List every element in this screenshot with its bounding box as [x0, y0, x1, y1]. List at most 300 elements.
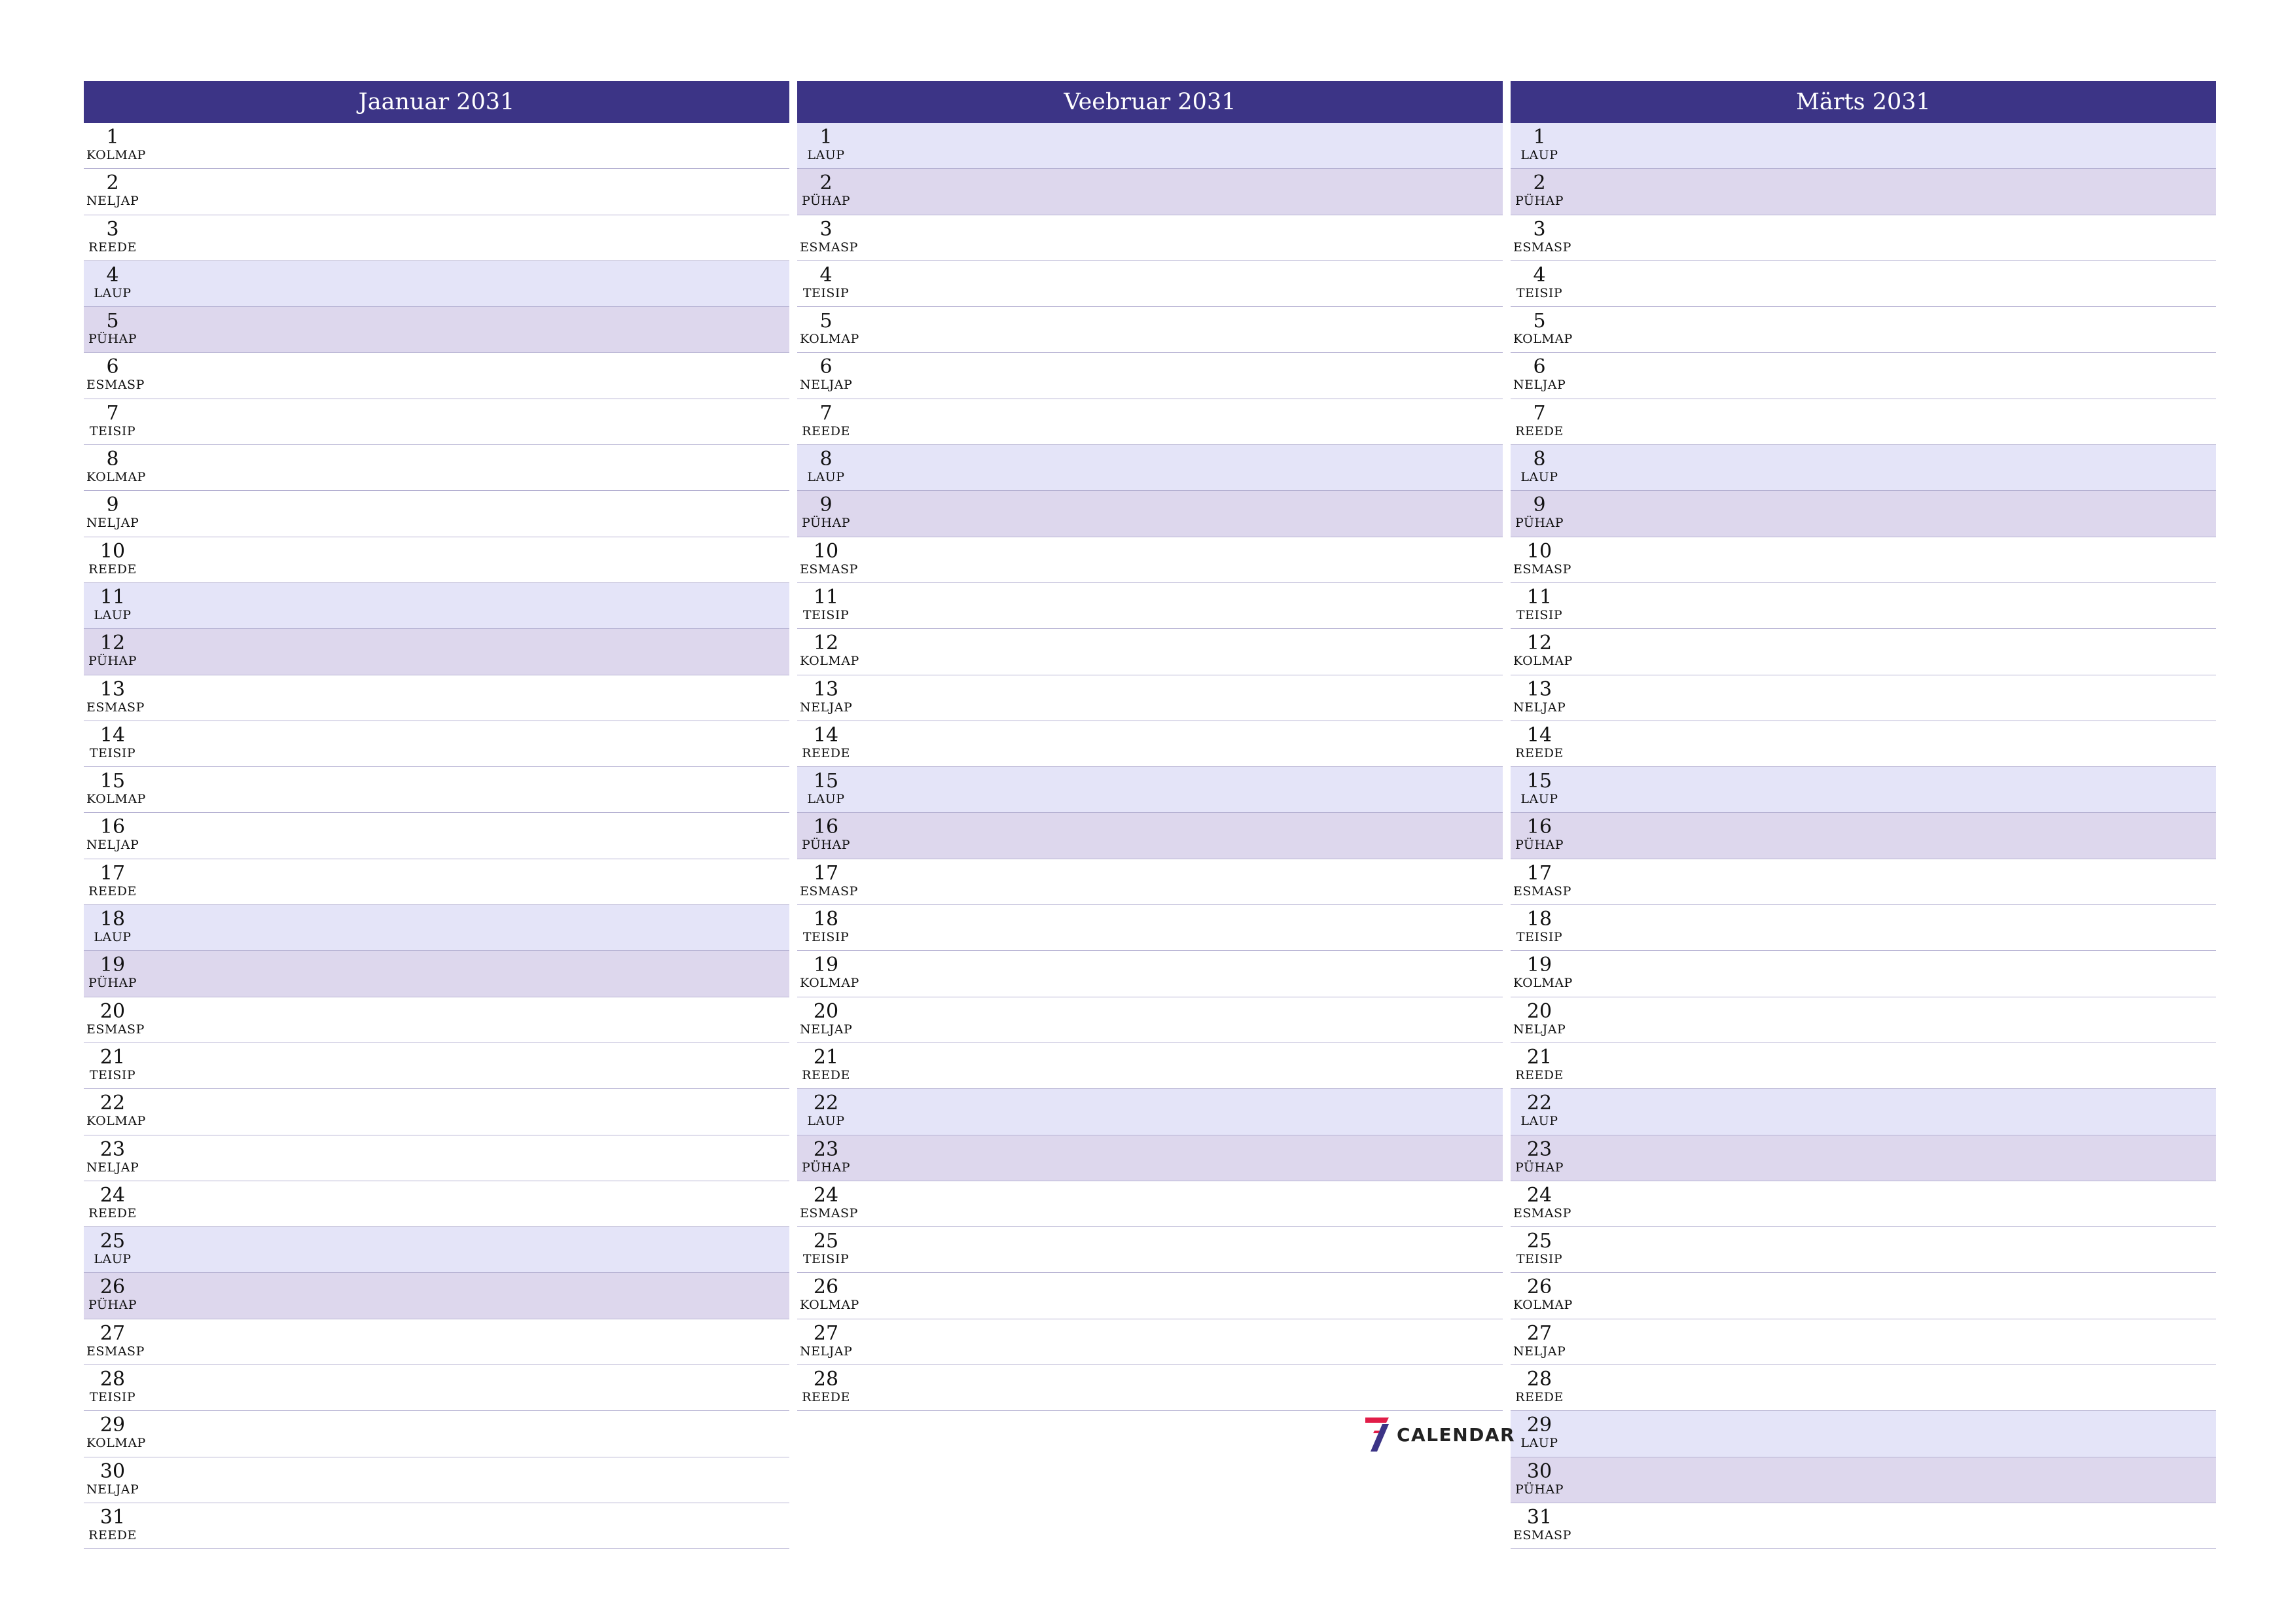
- day-row: [797, 1273, 1503, 1319]
- day-cell: [1513, 817, 1566, 852]
- day-row: [1511, 1457, 2216, 1503]
- day-number: 29: [99, 1414, 126, 1437]
- day-row: [84, 905, 789, 951]
- day-cell: [1513, 1047, 1566, 1082]
- day-row: [1511, 1503, 2216, 1549]
- day-cell: [86, 1461, 139, 1497]
- day-row: [797, 721, 1503, 767]
- day-cell: [1513, 539, 1571, 577]
- day-row: [797, 123, 1503, 169]
- day-cell: [800, 632, 859, 669]
- day-row: [1511, 1411, 2216, 1457]
- day-number: 9: [1533, 493, 1546, 517]
- day-cell: [800, 1183, 858, 1221]
- day-number: 7: [819, 401, 833, 425]
- day-number: 20: [813, 999, 839, 1023]
- day-row: [84, 1043, 789, 1089]
- day-row: [1511, 1135, 2216, 1181]
- weekday-name: TEISIP: [89, 745, 136, 760]
- day-row: [84, 675, 789, 721]
- day-number: 28: [813, 1368, 839, 1391]
- day-cell: [800, 909, 852, 944]
- weekday-name: ESMASP: [1513, 240, 1571, 255]
- day-row: [797, 1181, 1503, 1227]
- day-number: 13: [99, 677, 126, 701]
- weekday-name: LAUP: [94, 1252, 132, 1267]
- day-row: [1511, 445, 2216, 491]
- weekday-name: NELJAP: [800, 1344, 853, 1359]
- day-row: [84, 1273, 789, 1319]
- weekday-name: KOLMAP: [800, 976, 859, 991]
- day-number: 12: [813, 632, 839, 655]
- weekday-name: LAUP: [1520, 1114, 1558, 1129]
- day-number: 12: [1526, 632, 1552, 655]
- day-number: 21: [99, 1045, 126, 1069]
- weekday-name: PÜHAP: [801, 838, 851, 853]
- weekday-name: KOLMAP: [1513, 654, 1573, 669]
- day-cell: [800, 1369, 852, 1404]
- weekday-name: ESMASP: [86, 1022, 145, 1037]
- weekday-name: NELJAP: [1513, 700, 1566, 715]
- day-cell: [1513, 449, 1566, 484]
- day-cell: [86, 403, 139, 438]
- weekday-name: REEDE: [88, 1527, 137, 1543]
- month-header: Jaanuar 2031: [84, 81, 789, 123]
- day-cell: [86, 173, 139, 208]
- day-cell: [86, 587, 139, 622]
- day-number: 23: [1526, 1137, 1552, 1161]
- day-cell: [1513, 357, 1566, 392]
- day-row: [1511, 1181, 2216, 1227]
- day-row: [84, 951, 789, 997]
- day-number: 14: [99, 723, 126, 747]
- day-cell: [800, 1139, 852, 1175]
- day-row: [1511, 537, 2216, 583]
- day-row: [1511, 767, 2216, 813]
- month-column-march: [1511, 81, 2216, 1549]
- weekday-name: ESMASP: [86, 1344, 145, 1359]
- day-cell: [86, 1047, 139, 1082]
- day-row: [84, 399, 789, 445]
- day-number: 2: [819, 171, 833, 195]
- day-row: [84, 215, 789, 261]
- day-row: [1511, 675, 2216, 721]
- day-row: [1511, 399, 2216, 445]
- weekday-name: KOLMAP: [86, 1436, 146, 1451]
- day-cell: [86, 633, 139, 668]
- day-number: 27: [99, 1321, 126, 1345]
- day-cell: [86, 677, 145, 715]
- day-cell: [800, 817, 852, 852]
- day-cell: [800, 954, 859, 991]
- day-cell: [86, 1185, 139, 1221]
- weekday-name: KOLMAP: [800, 1298, 859, 1313]
- weekday-name: NELJAP: [86, 1482, 139, 1497]
- weekday-name: ESMASP: [800, 562, 858, 577]
- day-row: [84, 123, 789, 169]
- weekday-name: TEISIP: [802, 930, 850, 945]
- day-row: [84, 491, 789, 537]
- day-row: [1511, 1365, 2216, 1411]
- day-number: 10: [1526, 539, 1552, 563]
- day-row: [1511, 215, 2216, 261]
- day-cell: [800, 1047, 852, 1082]
- weekday-name: TEISIP: [1516, 285, 1563, 300]
- day-cell: [86, 355, 145, 393]
- day-row: [1511, 1319, 2216, 1365]
- day-number: 15: [813, 770, 839, 793]
- day-cell: [800, 1275, 859, 1313]
- day-row: [1511, 629, 2216, 675]
- weekday-name: KOLMAP: [800, 654, 859, 669]
- day-row: [84, 629, 789, 675]
- day-cell: [1513, 1505, 1571, 1543]
- day-cell: [800, 587, 852, 622]
- day-cell: [86, 1092, 146, 1129]
- day-cell: [800, 173, 852, 208]
- weekday-name: REEDE: [1515, 1390, 1564, 1405]
- day-cell: [800, 1001, 852, 1037]
- day-cell: [86, 770, 146, 807]
- day-row: [797, 905, 1503, 951]
- day-row: [797, 1135, 1503, 1181]
- day-row: [84, 353, 789, 399]
- day-number: 31: [1526, 1505, 1552, 1529]
- day-row: [797, 261, 1503, 307]
- weekday-name: TEISIP: [802, 285, 850, 300]
- weekday-name: PÜHAP: [88, 332, 137, 347]
- day-cell: [1513, 1369, 1566, 1404]
- day-cell: [800, 127, 852, 162]
- day-number: 25: [1526, 1230, 1552, 1253]
- weekday-name: NELJAP: [86, 1160, 139, 1175]
- day-row: [797, 215, 1503, 261]
- day-number: 1: [106, 126, 119, 149]
- weekday-name: PÜHAP: [88, 654, 137, 669]
- day-cell: [1513, 1001, 1566, 1037]
- day-row: [797, 583, 1503, 629]
- weekday-name: REEDE: [88, 1205, 137, 1221]
- day-number: 24: [813, 1183, 839, 1207]
- day-row: [797, 767, 1503, 813]
- day-row: [797, 1365, 1503, 1411]
- day-number: 6: [819, 355, 833, 379]
- day-number: 25: [813, 1230, 839, 1253]
- day-cell: [1513, 1231, 1566, 1266]
- day-number: 19: [813, 954, 839, 977]
- weekday-name: TEISIP: [89, 1067, 136, 1082]
- weekday-name: REEDE: [88, 883, 137, 899]
- weekday-name: LAUP: [807, 792, 845, 807]
- day-number: 30: [99, 1459, 126, 1483]
- weekday-name: TEISIP: [1516, 607, 1563, 622]
- seven-logo-icon: [1363, 1415, 1393, 1454]
- weekday-name: PÜHAP: [88, 976, 137, 991]
- day-number: 29: [1526, 1414, 1552, 1437]
- day-row: [84, 1181, 789, 1227]
- day-cell: [86, 955, 139, 990]
- day-row: [797, 1089, 1503, 1135]
- day-number: 22: [813, 1092, 839, 1115]
- day-number: 10: [99, 539, 126, 563]
- day-row: [84, 583, 789, 629]
- day-cell: [1513, 861, 1571, 899]
- day-cell: [1513, 679, 1566, 715]
- weekday-name: REEDE: [88, 562, 137, 577]
- day-number: 1: [1533, 126, 1546, 149]
- day-number: 3: [106, 217, 119, 241]
- weekday-name: ESMASP: [1513, 1527, 1571, 1543]
- day-number: 4: [106, 263, 119, 287]
- day-row: [84, 261, 789, 307]
- day-number: 31: [99, 1505, 126, 1529]
- day-cell: [1513, 1093, 1566, 1128]
- day-number: 27: [813, 1321, 839, 1345]
- day-row: [1511, 859, 2216, 905]
- weekday-name: LAUP: [1520, 148, 1558, 162]
- day-row: [1511, 951, 2216, 997]
- day-cell: [1513, 265, 1566, 300]
- day-cell: [800, 1323, 852, 1359]
- weekday-name: PÜHAP: [88, 1298, 137, 1313]
- day-cell: [86, 1277, 139, 1312]
- day-number: 9: [819, 493, 833, 517]
- weekday-name: REEDE: [1515, 1067, 1564, 1082]
- day-number: 23: [99, 1137, 126, 1161]
- day-number: 5: [819, 310, 833, 333]
- weekday-name: LAUP: [94, 285, 132, 300]
- weekday-name: NELJAP: [1513, 1344, 1566, 1359]
- weekday-name: KOLMAP: [86, 470, 146, 485]
- day-row: [1511, 123, 2216, 169]
- logo-mark-top: [1365, 1418, 1389, 1423]
- day-list: [84, 123, 789, 1549]
- day-row: [797, 169, 1503, 215]
- day-cell: [800, 449, 852, 484]
- day-row: [797, 997, 1503, 1043]
- weekday-name: PÜHAP: [1515, 516, 1564, 531]
- day-row: [1511, 1089, 2216, 1135]
- day-cell: [1513, 217, 1571, 255]
- day-row: [84, 445, 789, 491]
- day-row: [84, 169, 789, 215]
- day-row: [1511, 353, 2216, 399]
- day-cell: [86, 265, 139, 300]
- day-cell: [1513, 173, 1566, 208]
- day-number: 5: [1533, 310, 1546, 333]
- day-cell: [1513, 310, 1573, 347]
- day-cell: [86, 1139, 139, 1175]
- day-cell: [1513, 1275, 1573, 1313]
- month-column-january: [84, 81, 789, 1549]
- day-cell: [1513, 127, 1566, 162]
- day-row: [84, 997, 789, 1043]
- day-number: 17: [813, 861, 839, 885]
- day-number: 24: [1526, 1183, 1552, 1207]
- day-number: 6: [1533, 355, 1546, 379]
- day-number: 14: [1526, 723, 1552, 747]
- day-number: 22: [99, 1092, 126, 1115]
- day-number: 2: [1533, 171, 1546, 195]
- day-row: [1511, 169, 2216, 215]
- day-cell: [86, 495, 139, 530]
- day-cell: [86, 1321, 145, 1359]
- weekday-name: REEDE: [802, 1390, 850, 1405]
- day-cell: [800, 771, 852, 806]
- weekday-name: LAUP: [807, 1114, 845, 1129]
- day-cell: [800, 403, 852, 438]
- day-cell: [86, 1414, 146, 1451]
- day-cell: [86, 999, 145, 1037]
- day-cell: [800, 679, 852, 715]
- day-row: [84, 1227, 789, 1273]
- day-row: [84, 1365, 789, 1411]
- day-row: [84, 1503, 789, 1549]
- day-cell: [800, 725, 852, 760]
- day-number: 8: [106, 448, 119, 471]
- weekday-name: TEISIP: [89, 423, 136, 438]
- day-number: 22: [1526, 1092, 1552, 1115]
- month-header: Märts 2031: [1511, 81, 2216, 123]
- day-number: 11: [813, 585, 839, 609]
- day-cell: [1513, 909, 1566, 944]
- day-number: 5: [106, 310, 119, 333]
- day-cell: [800, 539, 858, 577]
- day-number: 28: [1526, 1368, 1552, 1391]
- weekday-name: ESMASP: [800, 1205, 858, 1221]
- day-cell: [800, 357, 852, 392]
- day-row: [797, 353, 1503, 399]
- day-cell: [86, 311, 139, 346]
- day-number: 4: [1533, 263, 1546, 287]
- day-number: 7: [1533, 401, 1546, 425]
- day-number: 12: [99, 632, 126, 655]
- day-row: [797, 813, 1503, 859]
- day-number: 14: [813, 723, 839, 747]
- weekday-name: LAUP: [1520, 1436, 1558, 1451]
- weekday-name: REEDE: [802, 745, 850, 760]
- day-row: [84, 537, 789, 583]
- day-row: [797, 537, 1503, 583]
- weekday-name: LAUP: [807, 470, 845, 485]
- day-cell: [1513, 725, 1566, 760]
- weekday-name: ESMASP: [800, 883, 858, 899]
- weekday-name: ESMASP: [1513, 883, 1571, 899]
- day-cell: [86, 909, 139, 944]
- day-row: [797, 307, 1503, 353]
- day-number: 21: [1526, 1045, 1552, 1069]
- day-cell: [800, 310, 859, 347]
- weekday-name: REEDE: [802, 1067, 850, 1082]
- weekday-name: ESMASP: [86, 700, 145, 715]
- weekday-name: KOLMAP: [86, 1114, 146, 1129]
- day-number: 11: [99, 585, 126, 609]
- day-number: 25: [99, 1230, 126, 1253]
- weekday-name: REEDE: [1515, 745, 1564, 760]
- day-number: 18: [813, 908, 839, 931]
- weekday-name: TEISIP: [802, 607, 850, 622]
- weekday-name: NELJAP: [86, 516, 139, 531]
- weekday-name: ESMASP: [1513, 562, 1571, 577]
- day-list: [1511, 123, 2216, 1549]
- day-cell: [800, 1093, 852, 1128]
- day-row: [1511, 491, 2216, 537]
- weekday-name: TEISIP: [89, 1390, 136, 1405]
- day-row: [84, 307, 789, 353]
- day-row: [797, 859, 1503, 905]
- day-row: [797, 675, 1503, 721]
- day-cell: [1513, 1183, 1571, 1221]
- day-row: [1511, 1227, 2216, 1273]
- day-number: 2: [106, 171, 119, 195]
- day-row: [1511, 905, 2216, 951]
- day-number: 18: [1526, 908, 1552, 931]
- weekday-name: NELJAP: [800, 700, 853, 715]
- day-row: [84, 767, 789, 813]
- day-row: [84, 859, 789, 905]
- day-row: [1511, 583, 2216, 629]
- day-number: 16: [813, 815, 839, 839]
- day-number: 27: [1526, 1321, 1552, 1345]
- weekday-name: REEDE: [88, 240, 137, 255]
- day-row: [797, 629, 1503, 675]
- weekday-name: REEDE: [802, 423, 850, 438]
- day-number: 23: [813, 1137, 839, 1161]
- day-number: 26: [1526, 1275, 1552, 1299]
- month-header: Veebruar 2031: [797, 81, 1503, 123]
- day-row: [1511, 307, 2216, 353]
- day-number: 15: [1526, 770, 1552, 793]
- day-row: [1511, 261, 2216, 307]
- day-number: 19: [1526, 954, 1552, 977]
- weekday-name: LAUP: [1520, 470, 1558, 485]
- day-number: 28: [99, 1368, 126, 1391]
- day-row: [84, 1135, 789, 1181]
- day-number: 3: [1533, 217, 1546, 241]
- day-number: 26: [99, 1275, 126, 1299]
- day-number: 24: [99, 1183, 126, 1207]
- day-number: 10: [813, 539, 839, 563]
- day-cell: [800, 861, 858, 899]
- day-number: 17: [1526, 861, 1552, 885]
- weekday-name: KOLMAP: [86, 792, 146, 807]
- day-cell: [1513, 403, 1566, 438]
- weekday-name: LAUP: [94, 607, 132, 622]
- weekday-name: PÜHAP: [1515, 194, 1564, 209]
- weekday-name: NELJAP: [1513, 378, 1566, 393]
- day-number: 3: [819, 217, 833, 241]
- day-row: [1511, 813, 2216, 859]
- logo-text: CALENDAR: [1397, 1423, 1516, 1446]
- day-row: [84, 1319, 789, 1365]
- weekday-name: KOLMAP: [86, 148, 146, 162]
- weekday-name: NELJAP: [800, 1022, 853, 1037]
- weekday-name: REEDE: [1515, 423, 1564, 438]
- calendar-logo: [1363, 1414, 1515, 1455]
- day-row: [1511, 1043, 2216, 1089]
- day-cell: [1513, 495, 1566, 530]
- day-cell: [86, 725, 139, 760]
- day-cell: [1513, 1461, 1566, 1497]
- day-number: 9: [106, 493, 119, 517]
- weekday-name: PÜHAP: [801, 194, 851, 209]
- day-cell: [800, 265, 852, 300]
- weekday-name: TEISIP: [802, 1252, 850, 1267]
- weekday-name: PÜHAP: [1515, 1160, 1564, 1175]
- weekday-name: NELJAP: [1513, 1022, 1566, 1037]
- day-row: [797, 951, 1503, 997]
- logo-mark-stem: [1371, 1424, 1389, 1452]
